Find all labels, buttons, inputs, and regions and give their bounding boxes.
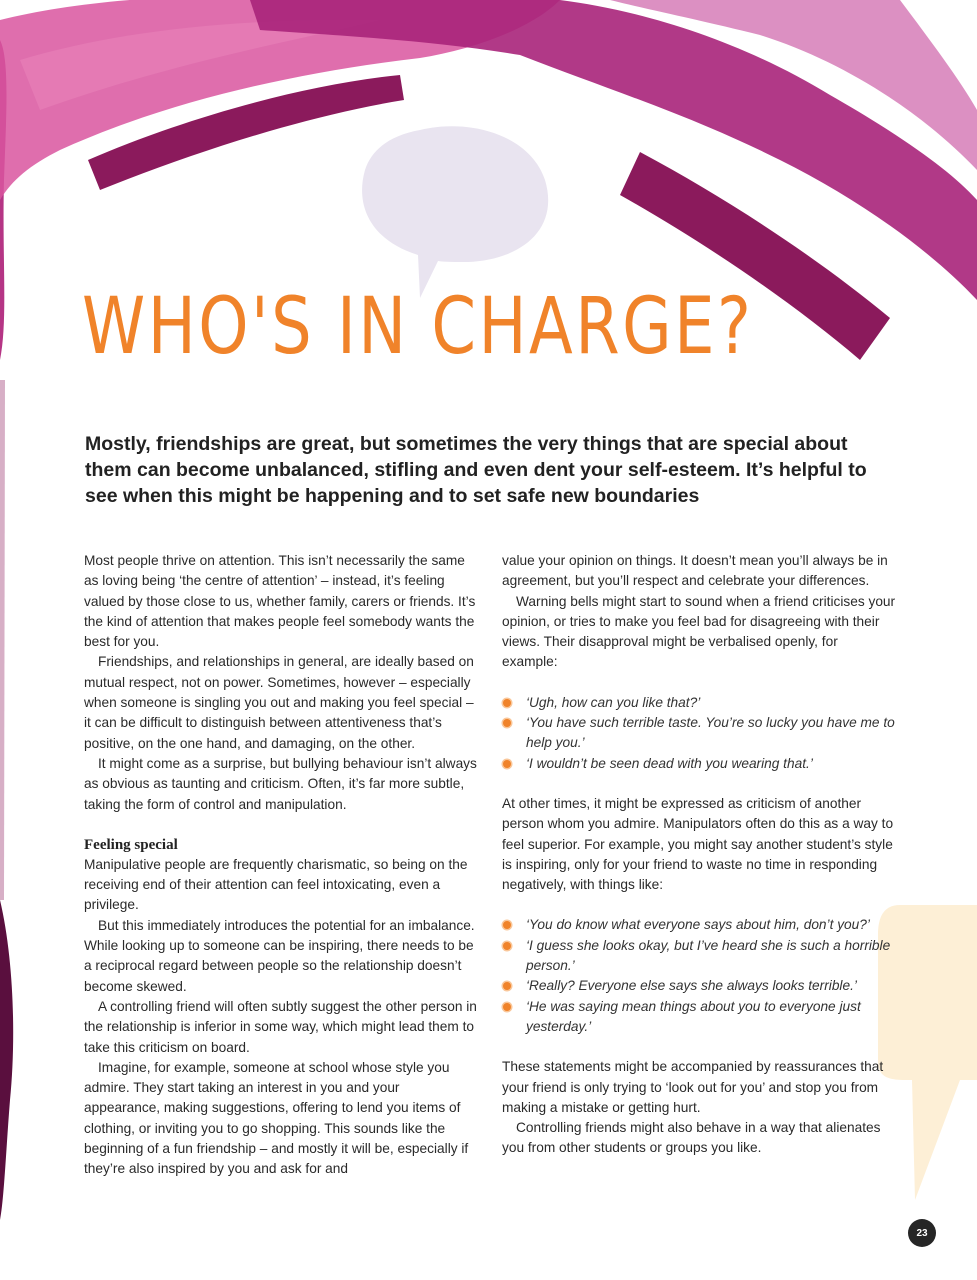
body-paragraph: value your opinion on things. It doesn’t mean you’ll always be in agreement, but you’ll respect and celebrate your differences. xyxy=(502,553,888,589)
left-edge-thin-stroke xyxy=(0,380,5,900)
body-paragraph: At other times, it might be expressed as criticism of another person whom you admire. Manipulators often do this as a way to feel superior. For example, you might say another student’s style is inspiring, only for your friend to waste no time in responding negatively, with things like: xyxy=(502,795,894,893)
quote-item xyxy=(502,915,897,935)
standfirst: Mostly, friendships are great, but sometimes the very things that are special about them can become unbalanced, stifling and even dent your self-esteem. It’s helpful to see when this might be happening and to set safe new boundaries xyxy=(85,433,867,507)
body-paragraph: Manipulative people are frequently charismatic, so being on the receiving end of their attention can feel intoxicating, even a privilege. xyxy=(84,856,468,913)
quote-item xyxy=(502,976,897,996)
bullet-icon xyxy=(503,982,511,990)
quote-text: ‘Really? Everyone else says she always looks terrible.’ xyxy=(526,978,857,994)
bullet-icon xyxy=(503,719,511,727)
left-column xyxy=(84,551,479,1180)
body-paragraph: Imagine, for example, someone at school whose style you admire. They start taking an interest in you and your appearance, making suggestions, offering to lend you items of clothing, or inviting you to go shopping. This sounds like the beginning of a fun friendship – and mostly it will be, especially if they’re also inspired by you and ask for and xyxy=(84,1059,469,1177)
bullet-icon xyxy=(503,699,511,707)
quote-text: ‘I guess she looks okay, but I’ve heard she is such a horrible person.’ xyxy=(526,937,891,974)
quote-item xyxy=(502,754,897,774)
quote-item xyxy=(502,713,897,754)
body-paragraph: Controlling friends might also behave in a way that alienates you from other students or groups you like. xyxy=(502,1120,881,1156)
left-edge-dark-stroke xyxy=(0,900,13,1220)
bullet-icon xyxy=(503,760,511,768)
quote-item xyxy=(502,997,897,1038)
speech-bubble-shape xyxy=(362,126,548,298)
bullet-icon xyxy=(503,1003,511,1011)
quote-text: ‘You do know what everyone says about him, don’t you?’ xyxy=(526,917,870,933)
section-heading: Feeling special xyxy=(84,836,178,853)
bullet-icon xyxy=(503,942,511,950)
body-paragraph: These statements might be accompanied by reassurances that your friend is only trying to ‘look out for you’ and stop you from making a mistake or getting hurt. xyxy=(502,1059,884,1115)
body-paragraph: But this immediately introduces the potential for an imbalance. While looking up to someone can be inspiring, there needs to be a reciprocal regard between people so the relationship doesn’t become skewed. xyxy=(84,917,475,994)
quote-list xyxy=(502,915,897,1037)
quote-text: ‘I wouldn’t be seen dead with you wearing that.’ xyxy=(526,755,813,771)
quote-item xyxy=(502,936,897,977)
body-paragraph: Most people thrive on attention. This isn’t necessarily the same as loving being ‘the centre of attention’ – instead, it’s feeling valued by those close to us, whether family, carers or friends. It’s the kind of attention that makes people feel somebody wants the best for you. xyxy=(84,553,476,650)
right-column xyxy=(502,551,897,1159)
body-paragraph: It might come as a surprise, but bullying behaviour isn’t always as obvious as taunting and criticism. Often, it’s far more subtle, taking the form of control and manipulation. xyxy=(84,755,477,812)
body-paragraph: A controlling friend will often subtly suggest the other person in the relationship is inferior in some way, which might lead them to take this criticism on board. xyxy=(84,998,477,1055)
body-paragraph: Warning bells might start to sound when a friend criticises your opinion, or tries to make you feel bad for disagreeing with their views. Their disapproval might be verbalised openly, for example: xyxy=(502,593,896,670)
page-number-badge: 23 xyxy=(908,1219,936,1247)
body-paragraph: Friendships, and relationships in general, are ideally based on mutual respect, not on power. Sometimes, however – especially when someone is singling you out and making you feel special – it can be difficult to distinguish between attentiveness that’s positive, on the one hand, and damaging, on the other. xyxy=(84,654,474,751)
quote-item xyxy=(502,693,897,713)
quote-text: ‘Ugh, how can you like that?’ xyxy=(526,694,701,710)
page-title: WHO'S IN CHARGE? xyxy=(82,282,754,372)
quote-text: ‘You have such terrible taste. You’re so lucky you have me to help you.’ xyxy=(526,715,895,751)
bullet-icon xyxy=(503,921,511,929)
quote-list xyxy=(502,693,897,774)
quote-text: ‘He was saying mean things about you to everyone just yesterday.’ xyxy=(526,998,861,1034)
